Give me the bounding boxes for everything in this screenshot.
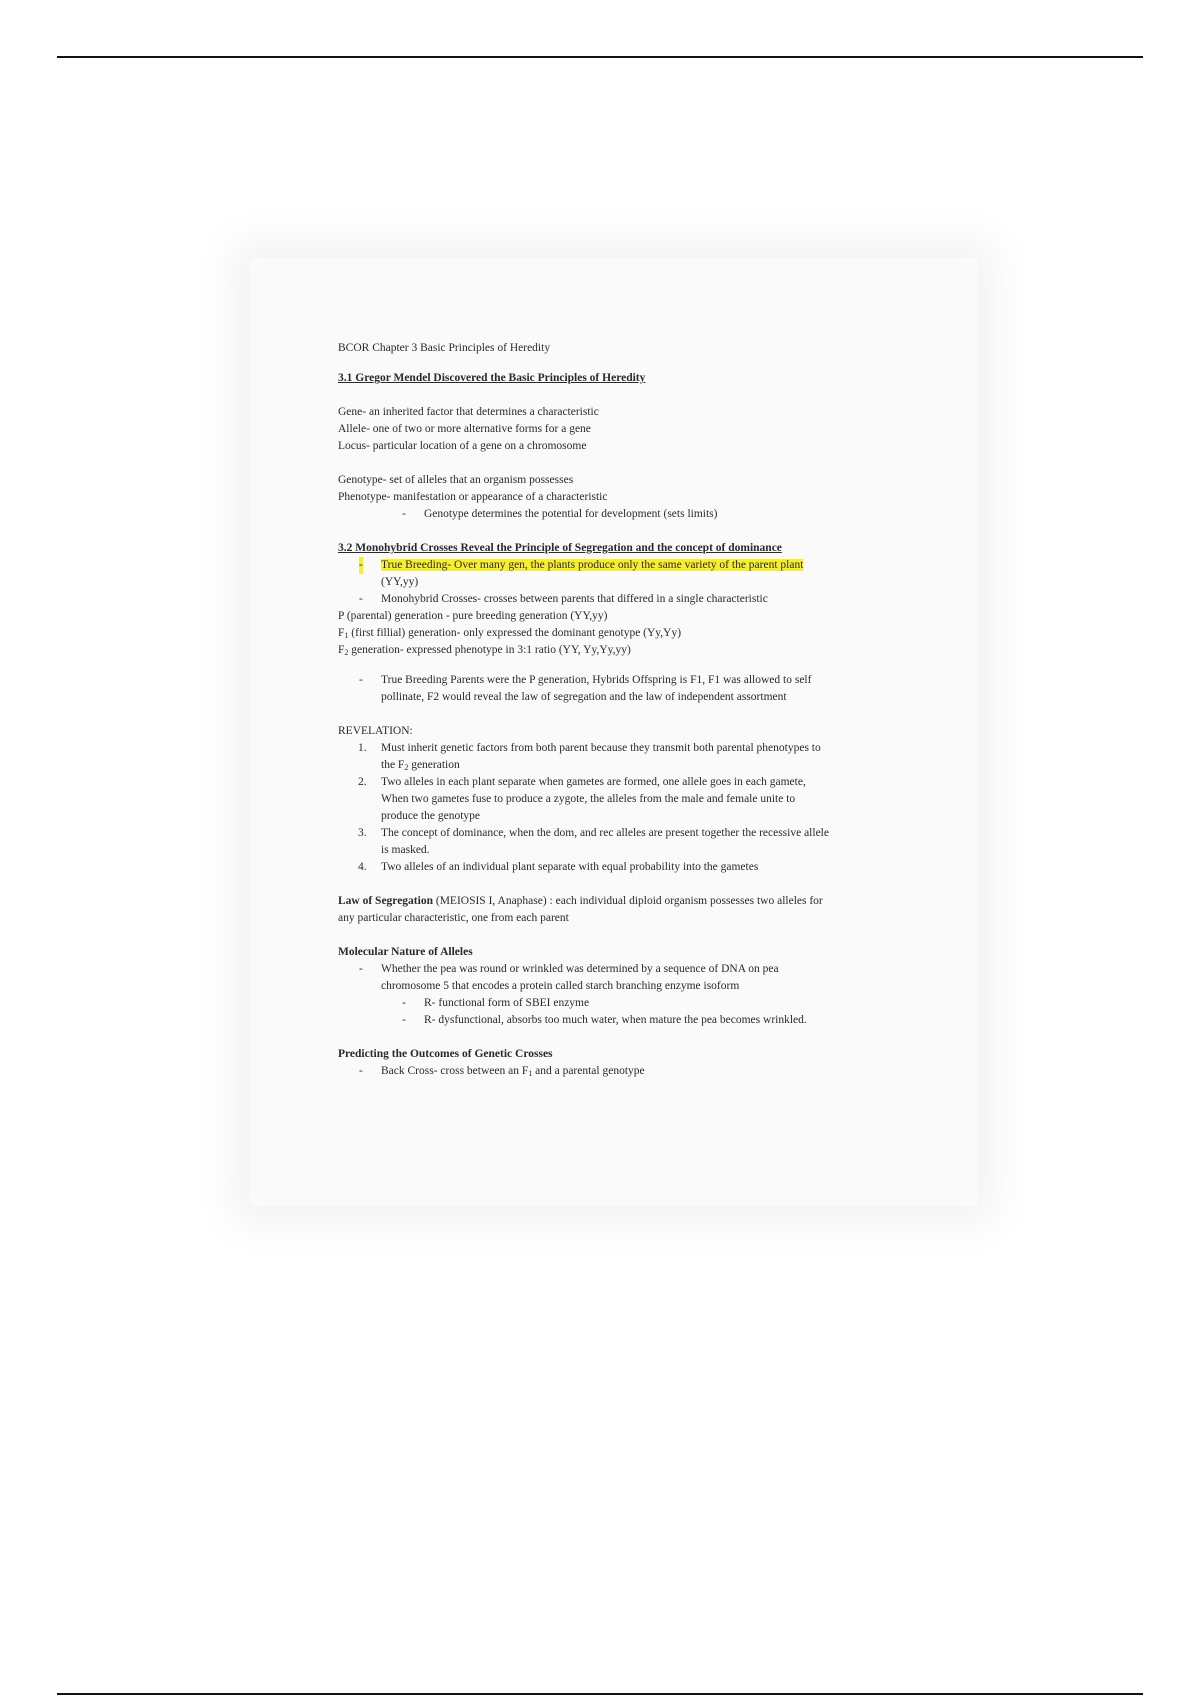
list-item-continuation: (YY,yy) [381,576,419,588]
sub-list-item: - R- functional form of SBEI enzyme [338,995,898,1012]
section-3-1-heading: 3.1 Gregor Mendel Discovered the Basic Principles of Heredity [338,372,646,384]
list-item: - Back Cross- cross between an $F_1$ and a parental genotype [359,1065,645,1078]
bullet-dash: - [402,1014,406,1026]
bullet-dash: - [359,593,363,605]
document-title: BCOR Chapter 3 Basic Principles of Heredity [338,342,551,354]
bullet-dash: - [402,508,406,520]
law-of-segregation: Law of Segregation (MEIOSIS I, Anaphase) : each individual diploid organism possesses two alleles for [338,895,823,907]
f1-generation-line: $F_1$ (first fillial) generation- only expressed the dominant genotype (Yy,Yy) [338,627,682,640]
numbered-item-continuation: the $F_2$ generation [381,759,460,772]
predicting-heading: Predicting the Outcomes of Genetic Crosses [338,1048,553,1060]
bottom-rule [57,1693,1143,1695]
gene-definition: Gene- an inherited factor that determines a characteristic [338,406,599,418]
list-item: - Monohybrid Crosses- crosses between parents that differed in a single characteristic [338,591,898,608]
highlighted-text: True Breeding- Over many gen, the plants produce only the same variety of the parent plant [381,559,804,571]
bullet-dash: - [359,963,363,975]
molecular-heading: Molecular Nature of Alleles [338,946,473,958]
sub-list-item: - R- dysfunctional, absorbs too much water, when mature the pea becomes wrinkled. [338,1012,898,1029]
top-rule [57,56,1143,58]
numbered-item-continuation: When two gametes fuse to produce a zygote, the alleles from the male and female unite to [381,793,796,805]
numbered-item: 2. Two alleles in each plant separate when gametes are formed, one allele goes in each gamete, [358,776,806,788]
numbered-item-continuation: is masked. [381,844,430,856]
genotype-definition: Genotype- set of alleles that an organism possesses [338,474,574,486]
list-item-continuation: pollinate, F2 would reveal the law of segregation and the law of independent assortment [381,691,787,703]
revelation-label: REVELATION: [338,725,413,737]
list-item [338,557,898,574]
numbered-item-continuation: produce the genotype [381,810,480,822]
numbered-item: 3. The concept of dominance, when the dom, and rec alleles are present together the recessive allele [358,827,829,839]
law-of-segregation-continuation: any particular characteristic, one from each parent [338,912,569,924]
allele-definition: Allele- one of two or more alternative forms for a gene [338,423,591,435]
bullet-dash: - [359,557,363,574]
list-item-continuation: chromosome 5 that encodes a protein called starch branching enzyme isoform [381,980,740,992]
bullet-dash: - [359,1065,363,1077]
f2-generation-line: $F_2$ generation- expressed phenotype in 3:1 ratio (YY, Yy,Yy,yy) [338,644,631,657]
bullet-dash: - [402,997,406,1009]
numbered-item: 1. Must inherit genetic factors from both parent because they transmit both parental phenotypes to [358,742,821,754]
numbered-item: 4. Two alleles of an individual plant separate with equal probability into the gametes [358,861,759,873]
document-body [338,340,898,1080]
list-item: - True Breeding Parents were the P generation, Hybrids Offspring is F1, F1 was allowed to self [338,672,898,689]
phenotype-definition: Phenotype- manifestation or appearance of a characteristic [338,491,608,503]
bullet-dash: - [359,674,363,686]
section-3-2-heading: 3.2 Monohybrid Crosses Reveal the Principle of Segregation and the concept of dominance [338,542,782,554]
locus-definition: Locus- particular location of a gene on a chromosome [338,440,587,452]
p-generation-line: P (parental) generation - pure breeding generation (YY,yy) [338,610,608,622]
list-item: - Whether the pea was round or wrinkled was determined by a sequence of DNA on pea [338,961,898,978]
list-item: - Genotype determines the potential for development (sets limits) [338,506,898,523]
